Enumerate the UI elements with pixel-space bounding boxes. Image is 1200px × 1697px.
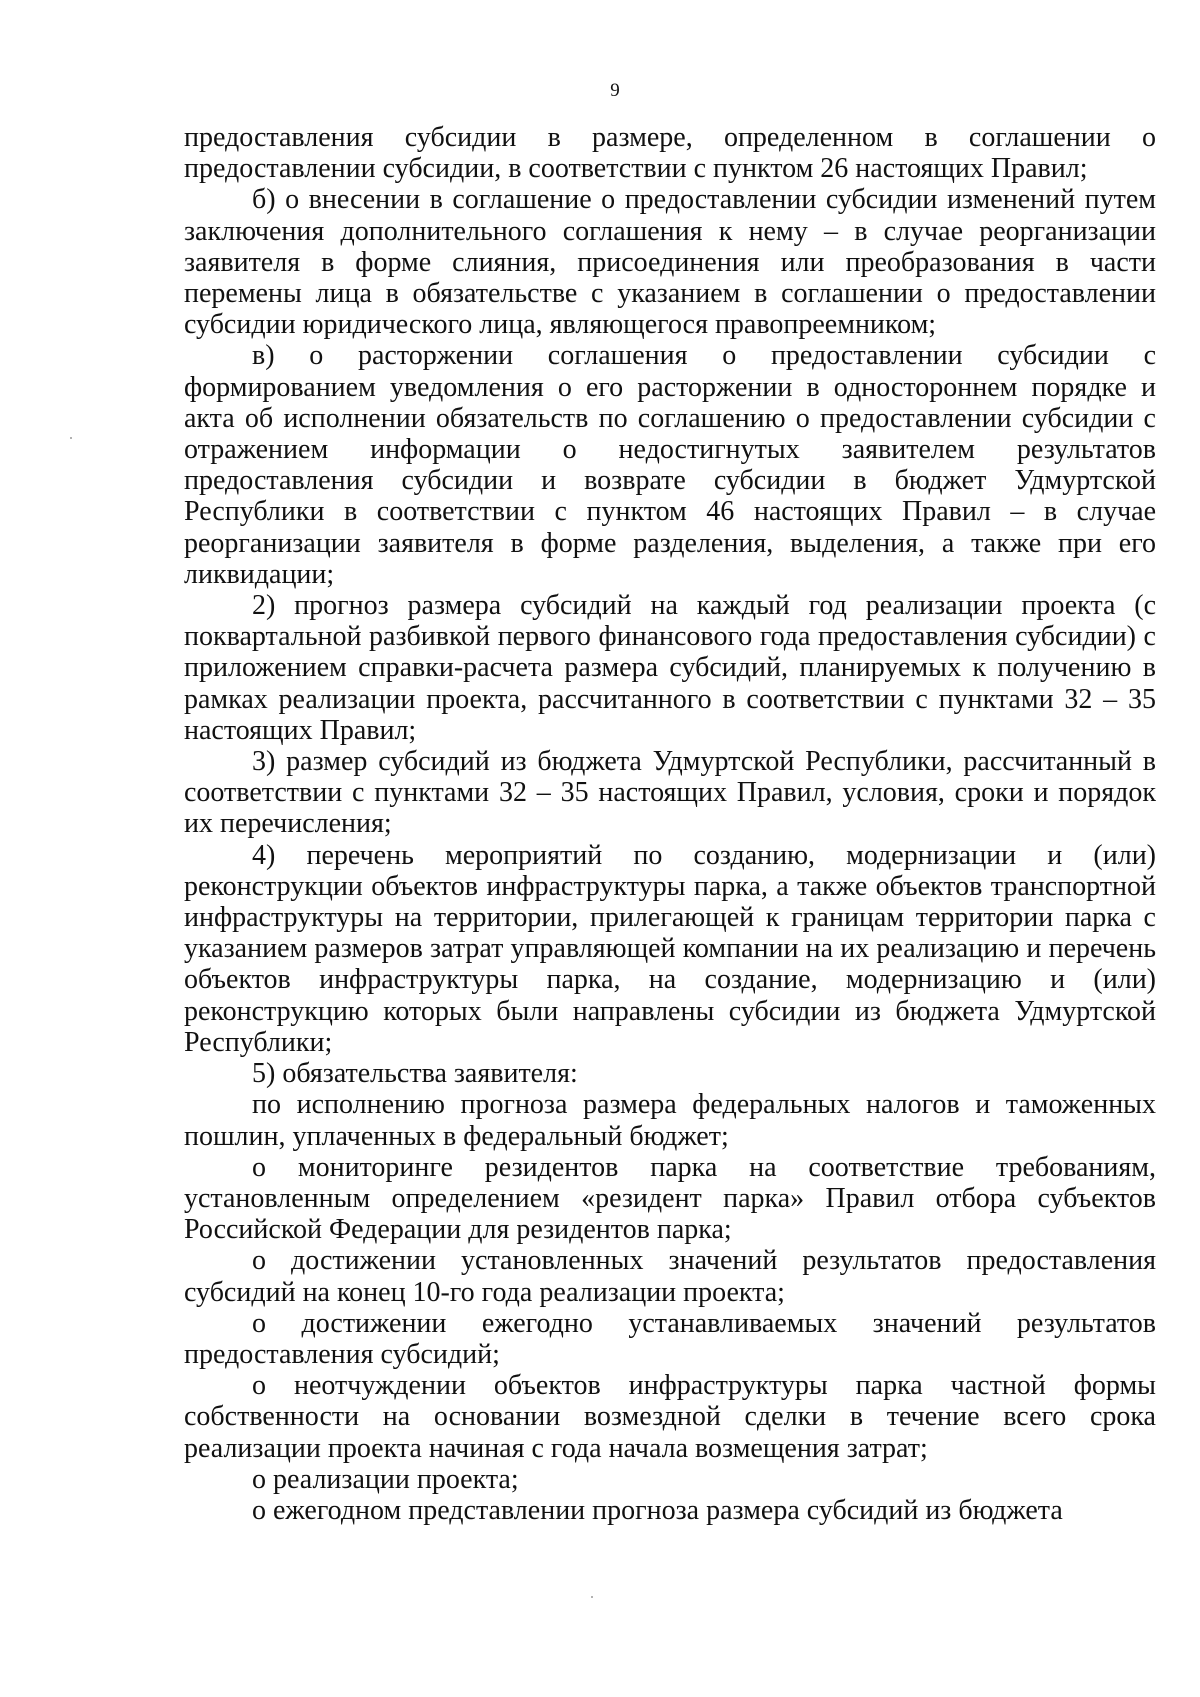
scan-speck [591, 1596, 593, 1598]
paragraph-v: в) о расторжении соглашения о предоставлении субсидии с формированием уведомления о его расторжении в одностороннем порядке и акта об исполнении обязательств по соглашению о предоставлении субсидии с отражением информации о недостигнутых заявителем результатов предоставления субсидии и возврате субсидии в бюджет Удмуртской Республики в соответствии с пунктом 46 настоящих Правил – в случае реорганизации заявителя в форме разделения, выделения, а также при его ликвидации; [184, 340, 1156, 590]
paragraph-continuation: предоставления субсидии в размере, определенном в соглашении о предоставлении субсидии, в соответствии с пунктом 26 настоящих Правил; [184, 122, 1156, 185]
obligation-tax-forecast: по исполнению прогноза размера федеральных налогов и таможенных пошлин, уплаченных в федеральный бюджет; [184, 1089, 1156, 1152]
obligation-resident-monitoring: о мониторинге резидентов парка на соответствие требованиям, установленным определением «резидент парка» Правил отбора субъектов Российской Федерации для резидентов парка; [184, 1151, 1156, 1246]
document-body [184, 122, 1156, 1526]
paragraph-item-4: 4) перечень мероприятий по созданию, модернизации и (или) реконструкции объектов инфраструктуры парка, а также объектов транспортной инфраструктуры на территории, прилегающей к границам территории парка с указанием размеров затрат управляющей компании на их реализацию и перечень объектов инфраструктуры парка, на создание, модернизацию и (или) реконструкцию которых были направлены субсидии из бюджета Удмуртской Республики; [184, 839, 1156, 1058]
obligation-results-10-year: о достижении установленных значений результатов предоставления субсидий на конец 10-го года реализации проекта; [184, 1245, 1156, 1308]
obligation-annual-forecast: о ежегодном представлении прогноза размера субсидий из бюджета [252, 1494, 1063, 1526]
paragraph-b: б) о внесении в соглашение о предоставлении субсидии изменений путем заключения дополнительного соглашения к нему – в случае реорганизации заявителя в форме слияния, присоединения или преобразования в части перемены лица в обязательстве с указанием в соглашении о предоставлении субсидии юридического лица, являющегося правопреемником; [184, 184, 1156, 341]
paragraph-item-5: 5) обязательства заявителя: [252, 1058, 578, 1090]
page-number: 9 [610, 80, 620, 101]
obligation-non-alienation: о неотчуждении объектов инфраструктуры парка частной формы собственности на основании возмездной сделки в течение всего срока реализации проекта начиная с года начала возмещения затрат; [184, 1370, 1156, 1464]
scan-speck [70, 437, 72, 439]
paragraph-item-3: 3) размер субсидий из бюджета Удмуртской Республики, рассчитанный в соответствии с пунктами 32 – 35 настоящих Правил, условия, сроки и порядок их перечисления; [184, 746, 1156, 840]
obligation-annual-results: о достижении ежегодно устанавливаемых значений результатов предоставления субсидий; [184, 1307, 1156, 1370]
paragraph-item-2: 2) прогноз размера субсидий на каждый год реализации проекта (с поквартальной разбивкой первого финансового года предоставления субсидии) с приложением справки-расчета размера субсидий, планируемых к получению в рамках реализации проекта, рассчитанного в соответствии с пунктами 32 – 35 настоящих Правил; [184, 590, 1156, 746]
obligation-project-implementation: о реализации проекта; [252, 1463, 519, 1495]
